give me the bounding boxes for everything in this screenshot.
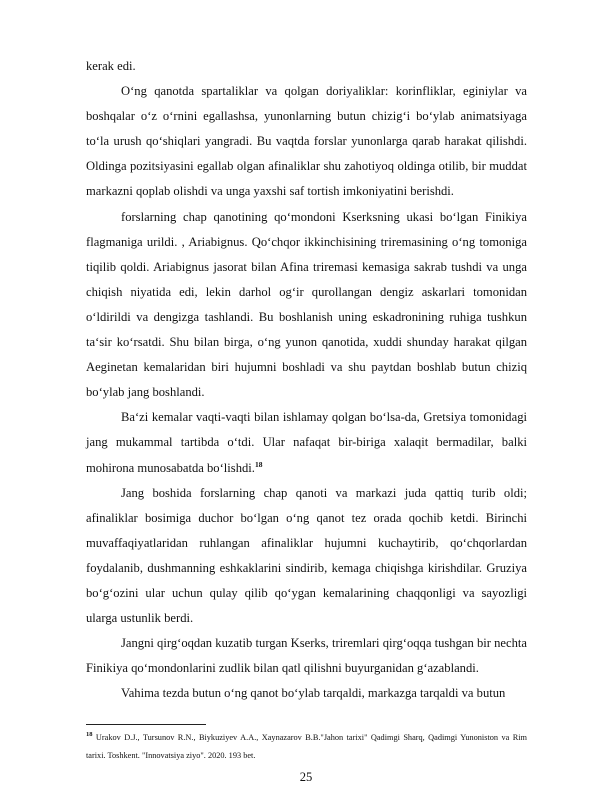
footnote-reference[interactable]: 18 <box>254 459 263 469</box>
footnote-text: Urakov D.J., Tursunov R.N., Biykuziyev A.A., Xaynazarov B.B."Jahon tarixi" Qadimgi Sharq, Qadimgi Yunoniston va Rim tarixi. Toshkent. "Innovatsiya ziyo". 2020. 193 bet. <box>86 733 527 760</box>
paragraph: Jang boshida forslarning chap qanoti va markazi juda qattiq turib oldi; afinaliklar bosimiga duchor bo‘lgan o‘ng qanot tez orada qochib ketdi. Birinchi muvaffaqiyatlaridan ruhlangan afinaliklar hujumni kuchaytirib, qo‘chqorlardan foydalanib, dushmanning eshkaklarini sindirib, kemaga chiqishga kirishdilar. Gruziya bo‘g‘ozini ular uchun qulay qilib qo‘ygan kemalarining chaqqonligi va sayozligi ularga ustunlik berdi. <box>86 485 527 626</box>
body-text <box>86 54 527 706</box>
footnote-number: 18 <box>86 731 93 739</box>
paragraph-text: Ba‘zi kemalar vaqti-vaqti bilan ishlamay qolgan bo‘lsa-da, Gretsiya tomonidagi jang mukammal tartibda o‘tdi. Ular nafaqat bir-biriga xalaqit bermadilar, balki mohirona munosabatda bo‘lishdi. <box>86 410 527 475</box>
paragraph: Vahima tezda butun o‘ng qanot bo‘ylab tarqaldi, markazga tarqaldi va butun <box>121 686 506 701</box>
paragraph <box>86 405 527 480</box>
paragraph: Jangni qirg‘oqdan kuzatib turgan Kserks, triremlari qirg‘oqqa tushgan bir nechta Finikiya qo‘mondonlarini zudlik bilan qatl qilishni buyurganidan g‘azablandi. <box>86 636 527 676</box>
paragraph: forslarning chap qanotining qo‘mondoni Kserksning ukasi bo‘lgan Finikiya flagmaniga urildi. , Ariabignus. Qo‘chqor ikkinchisining triremasining o‘ng tomoniga tiqilib qoldi. Ariabignus jasorat bilan Afina triremasi kemasiga sakrab tushdi va unga chiqish niyatida edi, lekin darhol og‘ir qurollangan dengiz askarlari tomonidan o‘ldirildi va dengizga tashlandi. Bu boshlanish uning eskadronining ruhiga tushkun ta‘sir ko‘rsatdi. Shu bilan birga, o‘ng yunon qanotida, xuddi shunday harakat qilgan Aeginetan kemalaridan biri hujumni boshladi va shu paytdan boshlab butun chiziq bo‘ylab jang boshlandi. <box>86 209 527 400</box>
paragraph: kerak edi. <box>86 59 136 73</box>
paragraph: O‘ng qanotda spartaliklar va qolgan doriyaliklar: korinfliklar, eginiylar va boshqalar o‘z o‘rnini egallashsa, yunonlarning butun chizig‘i bo‘ylab animatsiyaga to‘la urush qo‘shiqlari yangradi. Bu vaqtda forslar yunonlarga qarab harakat qilishdi. Oldinga pozitsiyasini egallab olgan afinaliklar shu zahotiyoq oldinga otilib, bir muddat markazni qoplab olishdi va unga yaxshi saf tortish imkoniyatini berishdi. <box>86 84 527 199</box>
footnote-divider <box>86 724 206 725</box>
footnote <box>86 729 527 765</box>
page-number: 25 <box>299 770 313 784</box>
